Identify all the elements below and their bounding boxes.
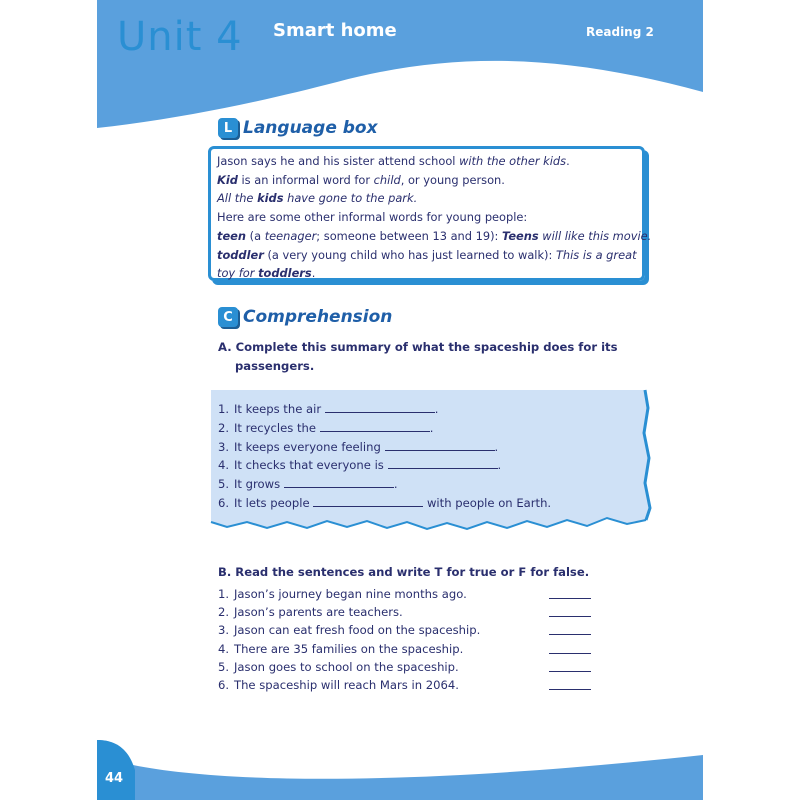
item-number: 1. [218,402,230,416]
item-text: It keeps everyone feeling [234,439,385,454]
language-box-text: toy for [217,266,259,281]
part-a-item [218,475,551,494]
item-number: 2. [218,605,230,620]
part-a-heading-line1: A. Complete this summary of what the spaceship does for its [218,340,618,354]
answer-blank[interactable] [320,419,430,432]
answer-blank[interactable] [385,438,495,451]
part-a-item [218,400,551,419]
language-box-text: is an informal word for [237,172,374,187]
true-false-answer-line[interactable] [549,653,591,654]
true-false-answer-line[interactable] [549,689,591,690]
item-number: 5. [218,477,230,492]
true-false-answer-line[interactable] [549,598,591,599]
item-text-after: . [497,458,502,473]
item-text: Jason can eat fresh food on the spaceship. [234,623,481,638]
language-box-text: . [566,154,570,168]
true-false-answer-line[interactable] [549,634,591,635]
part-a-item [218,438,551,457]
language-box-text: Here are some other informal words for young people: [217,210,528,225]
part-b-item [218,640,480,658]
item-number: 4. [218,641,230,656]
item-number: 5. [218,659,230,674]
language-box-text: Teens [502,228,539,243]
part-a-item [218,494,551,513]
language-box-text: , or young person. [400,172,505,187]
language-box-badge: L [218,118,238,138]
item-text: It checks that everyone is [234,458,388,473]
item-number: 6. [218,495,230,510]
language-box-text: with the other kids [459,154,567,168]
item-number: 3. [218,623,230,638]
page-number: 44 [105,771,124,786]
item-text: There are 35 families on the spaceship. [234,641,464,656]
answer-blank[interactable] [325,400,435,413]
language-box-line [217,264,636,283]
item-text: Jason’s journey began nine months ago. [234,587,467,601]
item-text-after: . [494,439,499,454]
part-a-heading [218,338,618,376]
item-text-after: . [393,477,398,492]
part-b-heading: B. Read the sentences and write T for true or F for false. [218,565,590,579]
item-number: 1. [218,587,230,601]
item-number: 6. [218,678,230,693]
item-text: Jason goes to school on the spaceship. [234,659,459,674]
item-text-after: . [434,402,439,416]
language-box-line [217,171,636,190]
language-box-text: teenager [264,228,317,243]
part-b-item [218,658,480,676]
part-a-item [218,456,551,475]
language-box-text: will like this movie. [538,228,652,243]
item-text: It lets people [234,495,314,510]
language-box-line [217,189,636,208]
language-box-text: have gone to the park. [283,191,418,206]
language-box-text: child [373,172,401,187]
language-box-text: . [311,266,316,281]
reading-label: Reading 2 [586,25,654,39]
item-number: 4. [218,458,230,473]
comprehension-title: Comprehension [243,307,393,327]
language-box-text: ; someone between 13 and 19): [316,228,503,243]
workbook-page [97,0,703,800]
part-b-item [218,585,480,603]
answer-blank[interactable] [388,456,498,469]
item-text-after: with people on Earth. [423,495,552,510]
item-text: It recycles the [234,420,320,435]
item-text: Jason’s parents are teachers. [234,605,403,620]
language-box-text: This is a great [555,247,637,262]
part-b-item [218,603,480,621]
language-box-text: (a very young child who has just learned to walk): [263,247,556,262]
language-box-text: toddler [217,247,264,262]
language-box-line [217,246,636,265]
item-text: It keeps the air [234,402,325,416]
true-false-answer-line[interactable] [549,671,591,672]
item-text-after: . [429,420,434,435]
language-box-title: Language box [243,118,378,138]
part-a-list [218,400,551,513]
unit-title: Unit 4 [117,14,243,60]
part-b-list [218,585,480,694]
language-box-text: kids [257,191,284,206]
part-a-item [218,419,551,438]
language-box-line [217,152,636,171]
language-box-text: (a [246,228,265,243]
item-number: 2. [218,420,230,435]
comprehension-heading [218,307,392,327]
language-box-text: teen [217,228,247,243]
comprehension-badge: C [218,307,238,327]
language-box-text: toddlers [258,266,312,281]
language-box-text: Jason says he and his sister attend school [217,154,460,168]
part-a-heading-line2: passengers. [235,359,315,373]
language-box-heading [218,118,378,138]
true-false-answer-line[interactable] [549,616,591,617]
unit-subtitle: Smart home [273,20,397,41]
item-number: 3. [218,439,230,454]
answer-blank[interactable] [313,494,423,507]
language-box-text: Kid [217,172,238,187]
item-text: The spaceship will reach Mars in 2064. [234,678,459,693]
language-box [208,146,652,281]
language-box-text: All the [217,191,258,206]
answer-blank[interactable] [284,475,394,488]
language-box-line [217,208,636,227]
item-text: It grows [234,477,284,492]
footer-banner [97,690,703,800]
part-b-item [218,621,480,639]
language-box-line [217,227,652,246]
